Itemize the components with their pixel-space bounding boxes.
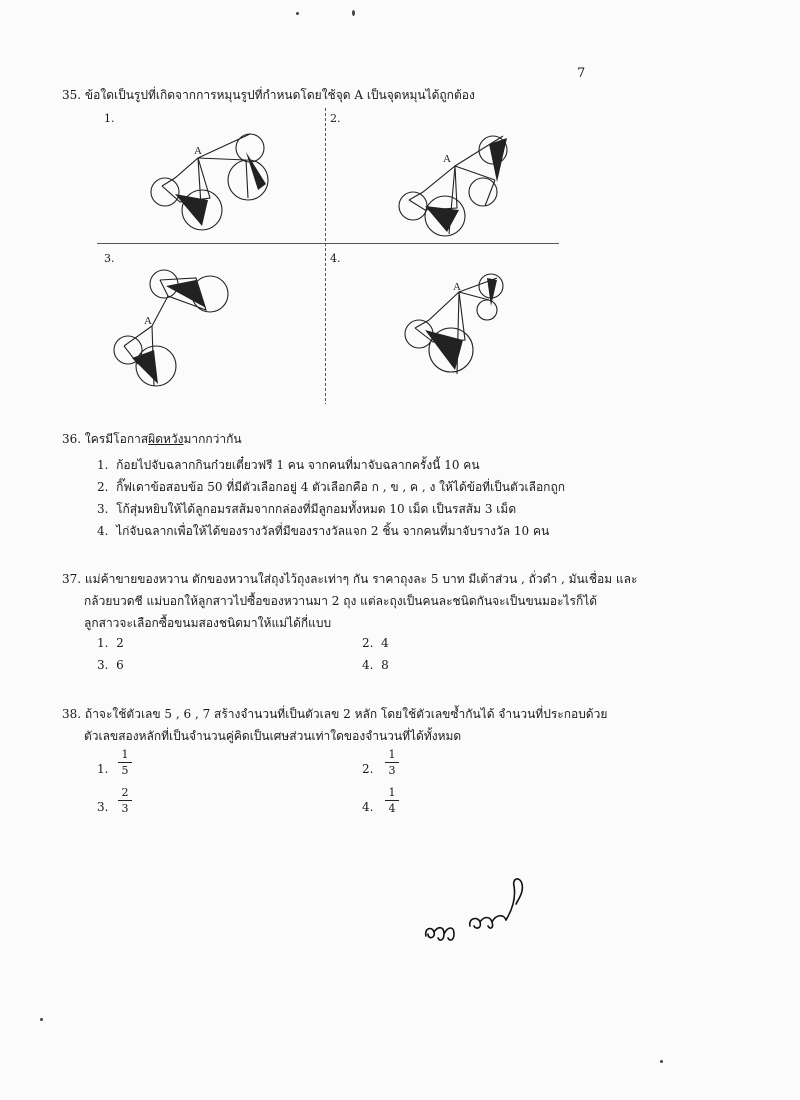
- q36-option-2: [97, 478, 565, 497]
- rotation-figure-3: [108, 266, 308, 396]
- q38-option-3-number: 3.: [97, 800, 109, 814]
- q38-option-1-number: 1.: [97, 762, 109, 776]
- q36-option-4: [97, 522, 549, 541]
- question-text: ข้อใดเป็นรูปที่เกิดจากการหมุนรูปที่กำหนดโดยใช้จุด A เป็นจุดหมุนได้ถูกต้อง: [84, 88, 475, 102]
- question-37: [62, 570, 637, 589]
- option-text: ก้อยไปจับฉลากกินก๋วยเตี๋ยวฟรี 1 คน จากคนที่มาจับฉลากครั้งนี้ 10 คน: [116, 458, 480, 472]
- option-text: 6: [116, 658, 124, 672]
- denominator: 4: [388, 802, 396, 815]
- rotation-point-label: A: [144, 315, 152, 327]
- q37-option-4: [362, 658, 389, 672]
- scan-speck: [660, 1060, 663, 1063]
- q37-option-3: [97, 658, 124, 672]
- figure-4-drawing: [395, 270, 595, 400]
- question-text-suffix: มากกว่ากัน: [183, 432, 242, 446]
- question-number: 38.: [62, 707, 82, 721]
- q38-option-1-fraction: [118, 748, 132, 777]
- handwritten-signature: [420, 870, 540, 960]
- q36-option-3: [97, 500, 516, 519]
- option-text: โก้สุ่มหยิบให้ได้ลูกอมรสส้มจากกล่องที่มีลูกอมทั้งหมด 10 เม็ด เป็นรสส้ม 3 เม็ด: [116, 502, 517, 516]
- question-number: 36.: [62, 432, 82, 446]
- question-text-underlined: ผิดหวัง: [148, 432, 184, 446]
- rotation-figure-1: [140, 110, 340, 240]
- q37-option-2: [362, 636, 389, 650]
- question-35: [62, 86, 475, 105]
- question-text-line-1: แม่ค้าขายของหวาน ตักของหวานใส่ถุงไว้ถุงละเท่าๆ กัน ราคาถุงละ 5 บาท มีเต้าส่วน , ถั่วดำ , มันเชื่อม และ: [84, 572, 638, 586]
- rotation-point-label: A: [443, 153, 451, 165]
- numerator: 2: [121, 786, 129, 799]
- figure-2-drawing: [385, 110, 585, 240]
- option-number: 3.: [97, 658, 109, 672]
- option-label-3: 3.: [104, 252, 115, 265]
- q38-option-3-fraction: [118, 786, 132, 815]
- option-number: 2.: [97, 480, 109, 494]
- grid-horizontal-divider: [97, 243, 559, 244]
- q37-option-1: [97, 636, 124, 650]
- option-label-2: 2.: [330, 112, 341, 125]
- rotation-point-label: A: [194, 145, 202, 157]
- scan-speck: [40, 1018, 43, 1021]
- rotation-figure-2: [385, 110, 585, 240]
- scan-speck: [296, 12, 299, 15]
- question-number: 37.: [62, 572, 82, 586]
- option-label-4: 4.: [330, 252, 341, 265]
- denominator: 3: [388, 764, 396, 777]
- q38-option-4-number: 4.: [362, 800, 374, 814]
- q38-option-2-fraction: [385, 748, 399, 777]
- question-text-line-2: กล้วยบวดชี แม่บอกให้ลูกสาวไปซื้อของหวานมา 2 ถุง แต่ละถุงเป็นคนละชนิดกันจะเป็นขนมอะไรก็ได้: [84, 594, 598, 608]
- question-38: [62, 705, 607, 724]
- q38-option-2-number: 2.: [362, 762, 374, 776]
- rotation-point-label: A: [453, 281, 461, 293]
- option-text: 4: [381, 636, 389, 650]
- option-number: 3.: [97, 502, 109, 516]
- question-text-prefix: ใครมีโอกาส: [84, 432, 149, 446]
- option-number: 4.: [362, 658, 374, 672]
- denominator: 5: [121, 764, 129, 777]
- numerator: 1: [121, 748, 129, 761]
- option-number: 4.: [97, 524, 109, 538]
- option-text: ไก่จับฉลากเพื่อให้ได้ของรางวัลที่มีของรางวัลแจก 2 ชิ้น จากคนที่มาจับรางวัล 10 คน: [116, 524, 550, 538]
- option-text: 8: [381, 658, 389, 672]
- numerator: 1: [388, 748, 396, 761]
- rotation-figure-4: [395, 270, 595, 400]
- figure-1-drawing: [140, 110, 340, 240]
- option-text: 2: [116, 636, 124, 650]
- option-number: 2.: [362, 636, 374, 650]
- question-text-line-3: ลูกสาวจะเลือกซื้อขนมสองชนิดมาให้แม่ได้กี่แบบ: [84, 616, 332, 630]
- question-number: 35.: [62, 88, 82, 102]
- question-text-line-1: ถ้าจะใช้ตัวเลข 5 , 6 , 7 สร้างจำนวนที่เป็นตัวเลข 2 หลัก โดยใช้ตัวเลขซ้ำกันได้ จำนวนที่ประกอบด้วย: [84, 707, 608, 721]
- numerator: 1: [388, 786, 396, 799]
- q38-option-4-fraction: [385, 786, 399, 815]
- option-number: 1.: [97, 636, 109, 650]
- option-label-1: 1.: [104, 112, 115, 125]
- question-text-line-2: ตัวเลขสองหลักที่เป็นจำนวนคู่คิดเป็นเศษส่วนเท่าใดของจำนวนที่ได้ทั้งหมด: [84, 729, 462, 743]
- q36-option-1: [97, 456, 480, 475]
- signature-drawing: [420, 870, 540, 960]
- scan-speck: [352, 10, 355, 16]
- option-number: 1.: [97, 458, 109, 472]
- option-text: กิ๊ฟเดาข้อสอบข้อ 50 ที่มีตัวเลือกอยู่ 4 ตัวเลือกคือ ก , ข , ค , ง ให้ได้ข้อที่เป็นตัวเลือกถูก: [116, 480, 565, 494]
- question-36: [62, 430, 242, 449]
- denominator: 3: [121, 802, 129, 815]
- figure-3-drawing: [108, 266, 308, 396]
- page-number: 7: [577, 66, 586, 81]
